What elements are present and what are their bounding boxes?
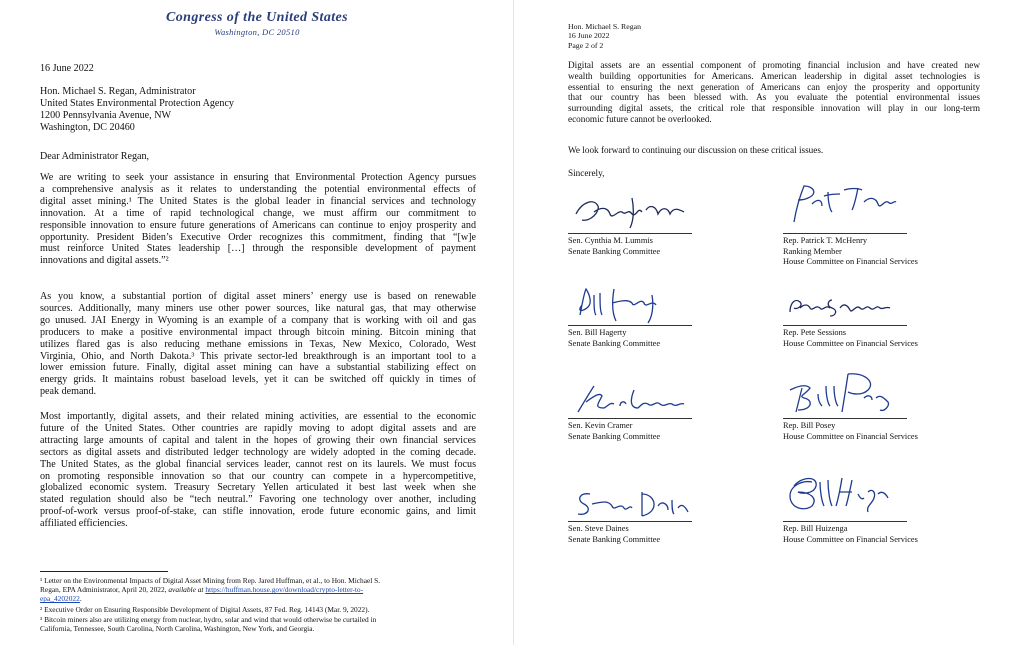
- signature-line: [568, 233, 692, 234]
- paragraph-line: future of the United States. Other countries are rapidly moving to adopt digital assets and are: [40, 422, 476, 434]
- footnote-text: Bitcoin miners also are utilizing energy from nuclear, hydro, solar and wind that would otherwise be curtailed in: [44, 615, 377, 624]
- paragraph-line: essential to ensuring the next generation of Americans can enjoy the prosperity and opportunity: [568, 81, 980, 92]
- letterhead-city: Washington, DC 20510: [214, 27, 300, 37]
- signatory-committee: Senate Banking Committee: [568, 431, 661, 441]
- signature-daines: [572, 486, 692, 522]
- letterhead-title: Congress of the United States: [166, 10, 348, 25]
- paragraph-line: that our country has been blessed with. As you evaluate the potential environmental issues: [568, 92, 980, 103]
- paragraph-line: peak demand.: [40, 386, 97, 398]
- letterhead: [0, 10, 514, 37]
- signature-line: [783, 233, 907, 234]
- signature-lummis: [572, 192, 692, 232]
- paragraph-line: As you know, a substantial portion of digital asset miners’ energy use is based on renewable: [40, 291, 476, 302]
- footnote-text: Letter on the Environmental Impacts of Digital Asset Mining from Rep. Jared Huffman, et al., to Hon. Michael S.: [44, 576, 381, 585]
- page-2-paragraph-1: [568, 60, 980, 125]
- address-line: 1200 Pennsylvania Avenue, NW: [40, 109, 172, 121]
- signatory-mchenry: [783, 236, 918, 268]
- footnote-rule: [40, 571, 168, 572]
- paragraph-1: [40, 172, 476, 267]
- signatory-name: Sen. Cynthia M. Lummis: [568, 236, 653, 245]
- signature-mchenry: [788, 182, 898, 226]
- signatory-name: Rep. Pete Sessions: [783, 328, 847, 337]
- signature-cramer: [572, 382, 692, 418]
- signature-line: [783, 325, 907, 326]
- signatory-committee: House Committee on Financial Services: [783, 431, 918, 441]
- paragraph-line: stated regulation should also be “tech neutral.” Favoring one technology over another, including: [40, 494, 476, 506]
- paragraph-line: innovation. At a time of rapid technological change, we must affirm our commitment to: [40, 207, 476, 219]
- address-line: Hon. Michael S. Regan, Administrator: [40, 86, 196, 97]
- paragraph-line: attracting large amounts of capital and talent in the hopes of growing their own financial services: [40, 434, 476, 446]
- signatory-name: Sen. Steve Daines: [568, 524, 629, 533]
- footnote-marker: ³: [40, 615, 43, 624]
- paragraph-line: energy grids. It maintains robust baseload levels, yet it can be switched off quickly in times of: [40, 374, 476, 386]
- paragraph-2: [40, 291, 476, 398]
- paragraph-line: sectors as digital assets and distributed ledger technology are widely adopted in the coming decade.: [40, 446, 476, 458]
- signatory-name: Sen. Kevin Cramer: [568, 421, 633, 430]
- header-line: Page 2 of 2: [568, 40, 604, 50]
- signatory-committee: House Committee on Financial Services: [783, 257, 918, 267]
- paragraph-line: Digital assets are an essential component of promoting financial inclusion and have created new: [568, 60, 980, 70]
- closing: Sincerely,: [568, 168, 605, 178]
- signatory-huizenga: [783, 524, 918, 545]
- signature-line: [568, 418, 692, 419]
- signatory-committee: Senate Banking Committee: [568, 338, 661, 348]
- footnote-link-continued[interactable]: epa_4202022: [40, 594, 80, 604]
- signature-line: [568, 325, 692, 326]
- letter-date: 16 June 2022: [40, 63, 94, 74]
- page-2-header: [568, 22, 641, 50]
- signatory-committee: Senate Banking Committee: [568, 534, 661, 544]
- footnote-3: [40, 615, 476, 633]
- footnote-link[interactable]: https://huffman.house.gov/download/crypto-letter-to-: [205, 585, 364, 595]
- paragraph-line: lower emission future. Finally, digital asset mining can have a substantial stabilizing effect on: [40, 362, 476, 374]
- signatory-committee: Senate Banking Committee: [568, 246, 661, 256]
- signatory-name: Rep. Bill Posey: [783, 421, 836, 430]
- paragraph-line: must reinforce United States leadership […] through the responsible development of payment: [40, 243, 476, 255]
- footnote-text: .: [79, 594, 82, 604]
- paragraph-line: utilizes flared gas is also reducing methane emissions in Texas, New Mexico, Colorado, West: [40, 338, 476, 350]
- signatory-name: Rep. Patrick T. McHenry: [783, 236, 868, 245]
- paragraph-line: digital asset mining.¹ The United States is the global leader in financial services and technology: [40, 195, 476, 207]
- paragraph-line: economic future cannot be overlooked.: [568, 113, 712, 124]
- paragraph-line: We are writing to seek your assistance in ensuring that Environmental Protection Agency pursues: [40, 172, 476, 183]
- signature-line: [568, 521, 692, 522]
- address-line: United States Environmental Protection Agency: [40, 97, 234, 109]
- header-line: 16 June 2022: [568, 31, 610, 41]
- recipient-address: [40, 86, 234, 134]
- paragraph-line: The United States, as the global financial services leader, cannot rest on its laurels. We must focus: [40, 458, 476, 470]
- footnote-text: Regan, EPA Administrator, April 20, 2022,: [40, 585, 169, 595]
- footnote-italic: available at: [168, 585, 204, 595]
- paragraph-line: responsible innovation to ensure future generations of Americans can continue to enjoy prosperity and: [40, 219, 476, 231]
- signatory-sessions: [783, 328, 918, 349]
- paragraph-line: Virginia, Ohio, and North Dakota.³ This private sector-led breakthrough is an important tool to a: [40, 350, 476, 362]
- footnote-1: [40, 576, 476, 604]
- paragraph-line: wealth building opportunities for Americans. American leadership in digital asset technologies is: [568, 70, 980, 81]
- paragraph-3: [40, 411, 476, 530]
- footnote-marker: ¹: [40, 576, 43, 585]
- paragraph-line: a comprehensive analysis as it relates to understanding the potential environmental effects of: [40, 183, 476, 195]
- footnote-text: California, Tennessee, South Carolina, North Carolina, Washington, New York, and Georgia.: [40, 624, 315, 634]
- signature-huizenga: [784, 472, 894, 516]
- paragraph-line: proof-of-work versus proof-of-stake, can stifle innovation, erode future economic gains, and limit: [40, 506, 476, 518]
- paragraph-line: producers to make a positive environmental impact through bitcoin mining. Bitcoin mining that: [40, 326, 476, 338]
- footnote-marker: ²: [40, 605, 43, 614]
- header-line: Hon. Michael S. Regan: [568, 22, 641, 31]
- paragraph-line: on promoting responsible innovation so that our country can compete in a hypercompetitive,: [40, 470, 476, 482]
- paragraph-line: surrounding digital assets, the critical role that responsible innovation will play in our long-term: [568, 103, 980, 114]
- signatory-name: Rep. Bill Huizenga: [783, 524, 848, 533]
- salutation: Dear Administrator Regan,: [40, 151, 150, 162]
- paragraph-line: opportunity. President Biden’s Executive Order recognizes this commitment, finding that “[w]e: [40, 231, 476, 243]
- page-2-paragraph-2: We look forward to continuing our discussion on these critical issues.: [568, 145, 824, 155]
- signature-line: [783, 418, 907, 419]
- paragraph-line: Most importantly, digital assets, and their related mining activities, are essential to the economic: [40, 411, 476, 422]
- address-line: Washington, DC 20460: [40, 121, 135, 133]
- paragraph-line: sources. Additionally, many miners use other power sources, like natural gas, that may otherwise: [40, 302, 476, 314]
- footnote-2: [40, 605, 476, 614]
- signatory-lummis: [568, 236, 660, 257]
- signatory-committee: House Committee on Financial Services: [783, 534, 918, 544]
- signatory-posey: [783, 421, 918, 442]
- paragraph-line: affiliated efficiencies.: [40, 518, 128, 530]
- footnote-text: Executive Order on Ensuring Responsible Development of Digital Assets, 87 Fed. Reg. 14143 (Mar. 9, 2022).: [44, 605, 370, 614]
- signature-sessions: [786, 294, 896, 318]
- signature-hagerty: [572, 285, 672, 325]
- signatory-cramer: [568, 421, 660, 442]
- signatory-hagerty: [568, 328, 660, 349]
- paragraph-line: innovations and digital assets.”²: [40, 255, 169, 267]
- signature-line: [783, 521, 907, 522]
- signatory-committee: House Committee on Financial Services: [783, 338, 918, 348]
- signature-posey: [784, 370, 894, 416]
- paragraph-line: go unused. JAI Energy in Wyoming is an example of a company that is working with oil and gas: [40, 314, 476, 326]
- signatory-title: Ranking Member: [783, 246, 842, 256]
- signatory-daines: [568, 524, 660, 545]
- signatory-name: Sen. Bill Hagerty: [568, 328, 627, 337]
- paragraph-line: globalized economic system. Treasury Secretary Yellen articulated it best last week when she: [40, 482, 476, 494]
